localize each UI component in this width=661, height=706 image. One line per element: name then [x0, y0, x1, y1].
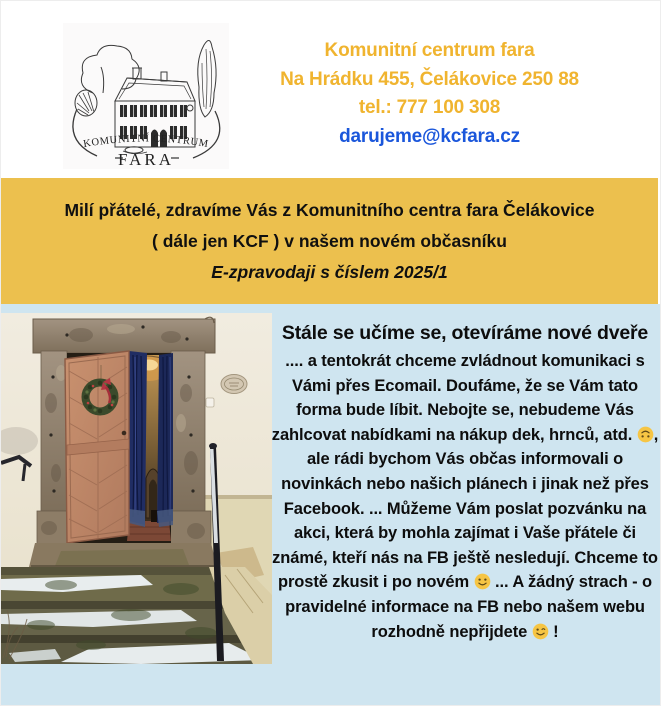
upside-down-face-icon	[637, 426, 654, 444]
article-headline: Stále se učíme se, otevíráme nové dveře	[281, 322, 649, 344]
body-text-segment: ... A žádný strach - o pravidelné informace na FB nebo našem webu rozhodně nepřijdete	[285, 573, 653, 641]
slightly-smiling-face-icon	[474, 573, 491, 591]
contact-block	[227, 37, 632, 151]
email-link[interactable]: darujeme@kcfara.cz	[339, 125, 520, 147]
logo-text-line2: FARA	[117, 150, 175, 169]
door-photo-drawing	[1, 313, 272, 664]
header	[1, 1, 661, 178]
logo-text-line1: KOMUNITNÍ CENTRUM	[82, 133, 210, 151]
banner-line1: Milí přátelé, zdravíme Vás z Komunitního centra fara Čelákovice	[64, 199, 595, 220]
body-text	[271, 349, 659, 644]
body-text-segment: , ale rádi bychom Vás občas informovali o novinkách nebo našich plánech i jinak než přes Facebook. ... Můžeme Vám poslat pozvánku na akci, která by mohla zajímat i Vaše přátele či známé, kteří nás na FB ještě nesledují. Chceme to prostě zkusit i po novém	[272, 425, 659, 592]
kcf-logo	[63, 23, 229, 169]
body-text-segment: !	[548, 622, 559, 641]
kcf-logo-drawing	[63, 23, 229, 169]
org-name: Komunitní centrum fara	[324, 40, 535, 61]
body-text-segment: .... a tentokrát chceme zvládnout komunikaci s Vámi přes Ecomail. Doufáme, že se Vám tato forma bude líbit. Nebojte se, nebudeme Vás zahlcovat nabídkami na nákup dek, hrnců, atd.	[271, 352, 645, 444]
greeting-banner	[1, 178, 658, 304]
door-photo	[1, 313, 272, 664]
banner-line2: ( dále jen KCF ) v našem novém občasníku	[152, 230, 507, 251]
winking-face-icon	[532, 623, 549, 641]
org-phone: tel.: 777 100 308	[358, 97, 501, 118]
banner-line3: E-zpravodaji s číslem 2025/1	[211, 261, 448, 282]
article-section	[1, 304, 661, 706]
article-content	[271, 320, 659, 644]
org-address: Na Hrádku 455, Čelákovice 250 88	[280, 68, 579, 90]
